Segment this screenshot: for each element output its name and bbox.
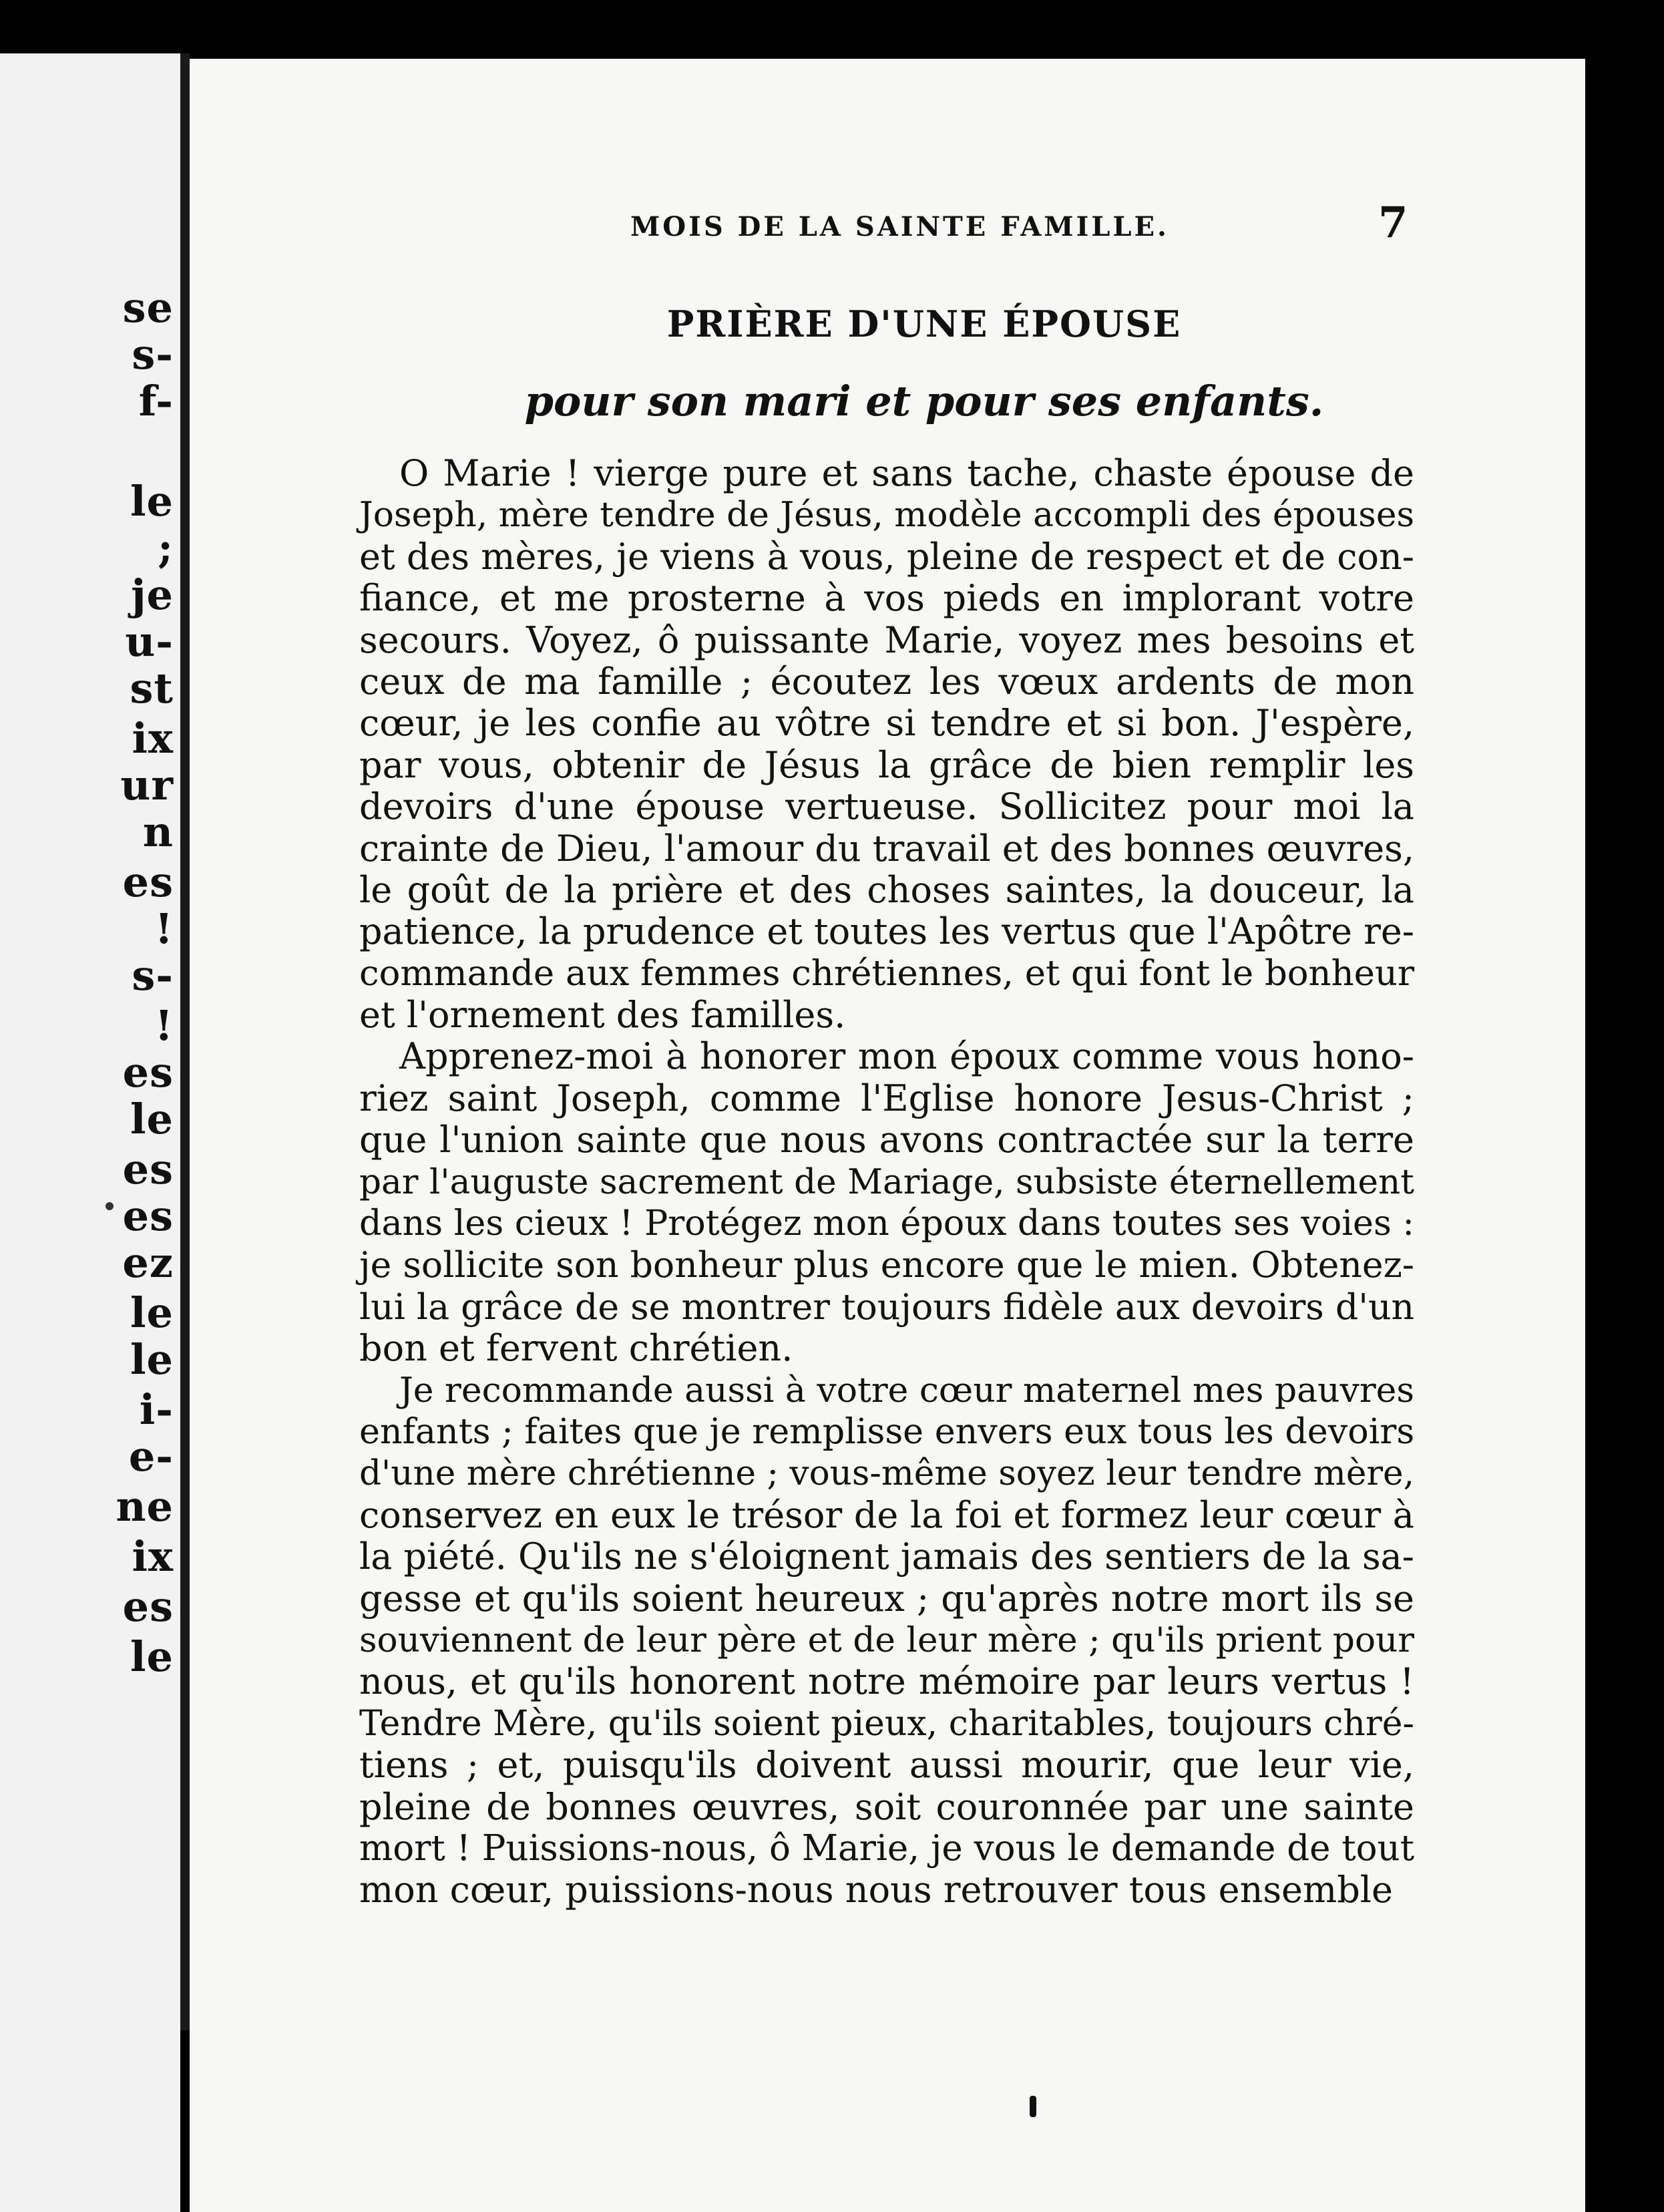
running-head: MOIS DE LA SAINTE FAMILLE.: [630, 211, 1169, 242]
prayer-body: [359, 453, 1414, 1911]
facing-page-fragment: f-: [138, 377, 174, 425]
text-line: je sollicite son bonheur plus encore que le mien. Obtenez-: [359, 1244, 1414, 1286]
facing-page-fragment: ur: [120, 761, 174, 809]
facing-page-fragment: es: [122, 858, 174, 906]
facing-page-fragment: i-: [139, 1385, 174, 1434]
text-line: mort ! Puissions-nous, ô Marie, je vous le demande de tout: [359, 1827, 1414, 1869]
text-line: devoirs d'une épouse vertueuse. Sollicitez pour moi la: [359, 785, 1414, 828]
text-line: la piété. Qu'ils ne s'éloignent jamais des sentiers de la sa-: [359, 1535, 1414, 1578]
text-line: conservez en eux le trésor de la foi et formez leur cœur à: [359, 1493, 1414, 1536]
facing-page-fragment: e-: [128, 1432, 174, 1481]
ink-speck: [106, 1202, 114, 1210]
facing-page-fragment: !: [154, 1001, 174, 1050]
text-line: bon et fervent chrétien.: [359, 1327, 793, 1370]
facing-page-fragment: u-: [125, 617, 174, 666]
text-line: commande aux femmes chrétiennes, et qui font le bonheur: [359, 952, 1415, 994]
text-line: cœur, je les confie au vôtre si tendre et si bon. J'espère,: [359, 702, 1414, 745]
facing-page-fragment: le: [130, 1632, 174, 1681]
text-line: souviennent de leur père et de leur mère ; qu'ils prient pour: [359, 1620, 1414, 1660]
facing-page-fragment: es: [122, 1582, 174, 1631]
prayer-subtitle: pour son mari et pour ses enfants.: [524, 377, 1324, 425]
facing-page-fragment: le: [130, 1335, 174, 1384]
text-line: nous, et qu'ils honorent notre mémoire par leurs vertus !: [359, 1660, 1414, 1703]
facing-page-edge: [0, 53, 180, 2212]
ink-mark: [1030, 2096, 1036, 2117]
text-line: patience, la prudence et toutes les vertus que l'Apôtre re-: [359, 910, 1414, 953]
book-page: [190, 59, 1585, 2212]
text-line: Je recommande aussi à votre cœur maternel mes pauvres: [399, 1370, 1414, 1411]
text-line: et des mères, je viens à vous, pleine de respect et de con-: [359, 535, 1414, 578]
facing-page-fragment: ne: [116, 1482, 174, 1531]
text-line: et l'ornement des familles.: [359, 994, 846, 1037]
text-line: riez saint Joseph, comme l'Eglise honore Jesus-Christ ;: [359, 1077, 1414, 1119]
text-line: Apprenez-moi à honorer mon époux comme vous hono-: [399, 1035, 1414, 1078]
facing-page-fragment: ix: [132, 714, 174, 763]
text-line: O Marie ! vierge pure et sans tache, chaste épouse de: [399, 452, 1414, 494]
text-line: Tendre Mère, qu'ils soient pieux, charitables, toujours chré-: [359, 1703, 1415, 1744]
text-line: tiens ; et, puisqu'ils doivent aussi mourir, que leur vie,: [359, 1744, 1414, 1787]
facing-page-fragment: s-: [132, 951, 174, 1000]
text-line: enfants ; faites que je remplisse envers eux tous les devoirs: [359, 1411, 1415, 1452]
text-line: secours. Voyez, ô puissante Marie, voyez mes besoins et: [359, 618, 1414, 661]
facing-page-fragment: es: [122, 1145, 174, 1193]
page-number: 7: [1378, 198, 1408, 248]
facing-page-fragment: le: [130, 1095, 174, 1143]
text-line: lui la grâce de se montrer toujours fidèle aux devoirs d'un: [359, 1285, 1415, 1328]
text-line: dans les cieux ! Protégez mon époux dans toutes ses voies :: [359, 1204, 1414, 1244]
text-line: pleine de bonnes œuvres, soit couronnée par une sainte: [359, 1785, 1414, 1828]
facing-page-fragment: s-: [132, 330, 174, 379]
text-line: le goût de la prière et des choses saintes, la douceur, la: [359, 868, 1414, 911]
facing-page-fragment: es: [122, 1048, 174, 1097]
facing-page-fragment: se: [122, 283, 174, 332]
facing-page-fragment: es: [122, 1191, 174, 1240]
text-line: gesse et qu'ils soient heureux ; qu'après notre mort ils se: [359, 1577, 1414, 1620]
text-line: fiance, et me prosterne à vos pieds en implorant votre: [359, 577, 1414, 620]
text-line: par l'auguste sacrement de Mariage, subsiste éternellement: [359, 1161, 1414, 1202]
facing-page-fragment: !: [154, 904, 174, 953]
facing-page-fragment: n: [142, 807, 174, 856]
facing-page-fragment: ez: [122, 1238, 174, 1287]
facing-page-fragment: st: [130, 664, 174, 713]
text-line: par vous, obtenir de Jésus la grâce de bien remplir les: [359, 743, 1414, 786]
facing-page-fragment: le: [130, 477, 174, 526]
scan-border: [1585, 59, 1664, 2212]
page-gutter: [180, 53, 190, 2030]
facing-page-fragment: le: [130, 1288, 174, 1337]
text-line: crainte de Dieu, l'amour du travail et des bonnes œuvres,: [359, 827, 1414, 870]
text-line: que l'union sainte que nous avons contractée sur la terre: [359, 1119, 1414, 1161]
facing-page-fragment: ;: [158, 524, 174, 572]
prayer-title: PRIÈRE D'UNE ÉPOUSE: [666, 303, 1182, 345]
text-line: Joseph, mère tendre de Jésus, modèle accompli des épouses: [359, 495, 1415, 536]
text-line: ceux de ma famille ; écoutez les vœux ardents de mon: [359, 660, 1414, 703]
facing-page-fragment: je: [131, 570, 174, 619]
facing-page-fragment: ix: [132, 1532, 174, 1581]
text-line: mon cœur, puissions-nous nous retrouver tous ensemble: [359, 1869, 1394, 1911]
text-line: d'une mère chrétienne ; vous-même soyez leur tendre mère,: [359, 1453, 1414, 1494]
